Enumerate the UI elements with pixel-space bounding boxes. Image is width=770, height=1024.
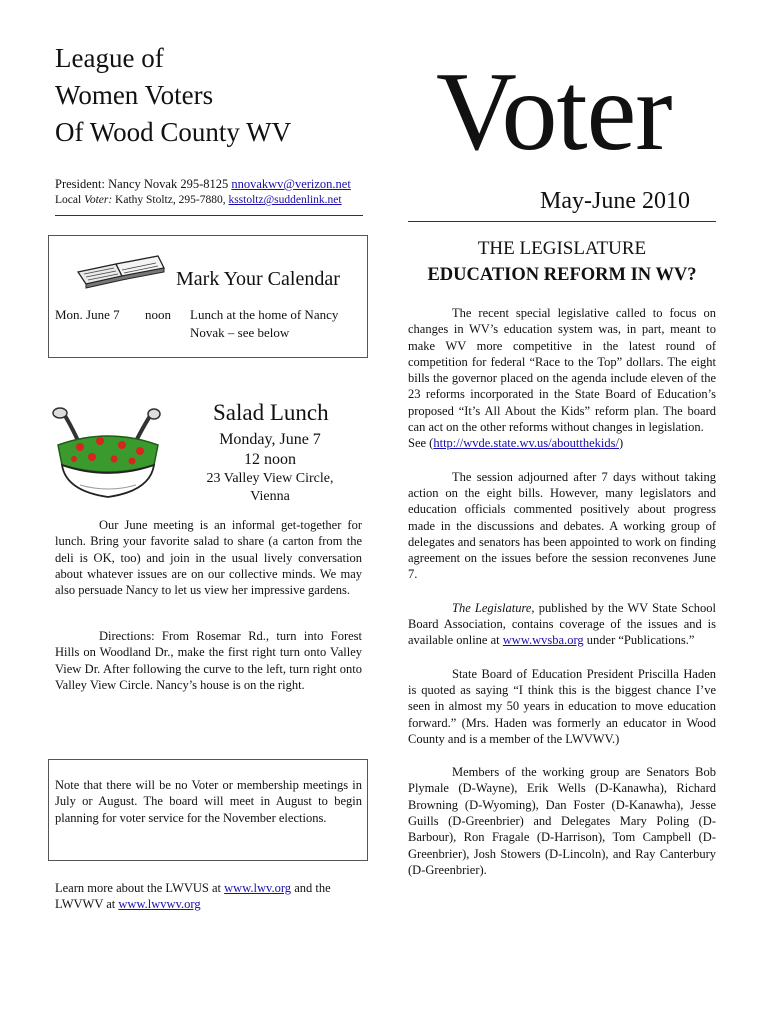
local-voter-italic: Voter: [84, 194, 113, 206]
org-line-2: Women Voters [55, 80, 214, 110]
p3-text-1: , published by the WV State School Board Association, contains coverage of the issues and is available online at [408, 600, 716, 648]
calendar-time: noon [145, 307, 171, 322]
lwvwv-link[interactable]: www.lwvwv.org [118, 897, 201, 912]
salad-description [55, 517, 362, 598]
salad-bowl-icon [40, 405, 176, 505]
salad-time: 12 noon [244, 451, 296, 468]
article-see-line [408, 435, 716, 451]
salad-address-line-1: 23 Valley View Circle, [206, 471, 334, 486]
see-prefix: See ( [408, 436, 434, 451]
organization-name [55, 40, 291, 151]
salad-date: Monday, June 7 [219, 431, 321, 448]
directions [55, 628, 362, 693]
calendar-event: Lunch at the home of Nancy Novak – see below [190, 307, 339, 340]
officers-info [55, 176, 351, 208]
issue-date: May-June 2010 [540, 188, 690, 214]
local-prefix: Local [55, 194, 85, 206]
newsletter-title: Voter [436, 50, 672, 174]
legislature-heading: THE LEGISLATURE [477, 238, 647, 259]
article-paragraph-5: Members of the working group are Senators Bob Plymale (D-Wayne), Erik Wells (D-Kanawha), Richard Browning (D-Wyoming), Dan Foster (D-Kanawha), Jesse Guills (D-Greenbrier) and Delegates Mary Poling (D-Barbour), Ron Fragale (D-Harrison), Tom Campbell (D-Greenbrier), Josh Stowers (D-Lincoln), and Ray Canterbury (D-Greenbrier). [408, 765, 716, 877]
local-voter-text: Kathy Stoltz, 295-7880, [112, 194, 229, 206]
president-line [55, 176, 351, 192]
salad-address-line-2: Vienna [250, 489, 290, 504]
local-voter-line [55, 192, 351, 208]
org-line-3: Of Wood County WV [55, 117, 292, 147]
legislature-article [408, 305, 716, 895]
learn-more [55, 880, 367, 913]
note-text: Note that there will be no Voter or membership meetings in July or August. The board will meet in August to begin planning for voter service for the November elections. [55, 778, 362, 825]
calendar-title: Mark Your Calendar [176, 268, 340, 290]
salad-lunch-title: Salad Lunch [213, 400, 329, 425]
local-voter-email-link[interactable]: ksstoltz@suddenlink.net [228, 194, 342, 206]
legislature-subheading: EDUCATION REFORM IN WV? [427, 265, 697, 285]
open-book-icon [72, 250, 168, 290]
article-paragraph-3 [408, 600, 716, 649]
wvsba-link[interactable]: www.wvsba.org [502, 633, 584, 648]
salad-paragraph-1: Our June meeting is an informal get-together for lunch. Bring your favorite salad to share (a carton from the deli is OK, too) and join in the usual lively conversation about whatever issues are on our collective minds. We may also persuade Nancy to let us view her impressive gardens. [55, 518, 362, 598]
lwvus-link[interactable]: www.lwv.org [224, 881, 292, 895]
org-line-1: League of [55, 43, 164, 73]
learn-text-2: and the LWVWV at [55, 881, 331, 912]
salad-paragraph-2: Directions: From Rosemar Rd., turn into Forest Hills on Woodland Dr., make the first right turn onto Valley View Dr. After following the curve to the left, turn right onto Valley View Circle. Nancy’s house is on the right. [55, 629, 362, 692]
article-paragraph-2: The session adjourned after 7 days without taking action on the eight bills. However, many legislators and education officials commented positively about progress made in the discussions and debates. A working group of delegates and senators has been appointed to work on finding agreement on the issues before the session reconvenes June 7. [408, 469, 716, 582]
article-paragraph-1: The recent special legislative called to focus on changes in WV’s education system was, in part, meant to make WV more competitive in the latest round of competition for federal “Race to the Top” dollars. The eight bills the governor placed on the agenda include eleven of the 23 reforms incorporated in the State Board of Education’s proposed “It’s All About the Kids” reform plan. The board can act on the other reforms without changes in legislation. [408, 306, 716, 435]
calendar-date: Mon. June 7 [55, 307, 120, 322]
right-header-rule [408, 221, 716, 222]
learn-text-1: Learn more about the LWVUS at [55, 881, 225, 895]
president-text: President: Nancy Novak 295-8125 [55, 177, 232, 191]
left-header-rule [55, 215, 363, 216]
see-suffix: ) [618, 436, 624, 451]
wvde-link[interactable]: http://wvde.state.wv.us/aboutthekids/ [433, 436, 619, 451]
publication-title: The Legislature [452, 600, 532, 615]
article-paragraph-4: State Board of Education President Priscilla Haden is quoted as saying “I think this is the biggest chance I’ve seen in almost my 50 years in education to move education forward.” (Mrs. Haden was formerly an educator in Wood County and is a member of the LWVWV.) [408, 666, 716, 746]
president-email-link[interactable]: nnovakwv@verizon.net [231, 177, 351, 191]
p3-text-2: under “Publications.” [583, 633, 695, 648]
